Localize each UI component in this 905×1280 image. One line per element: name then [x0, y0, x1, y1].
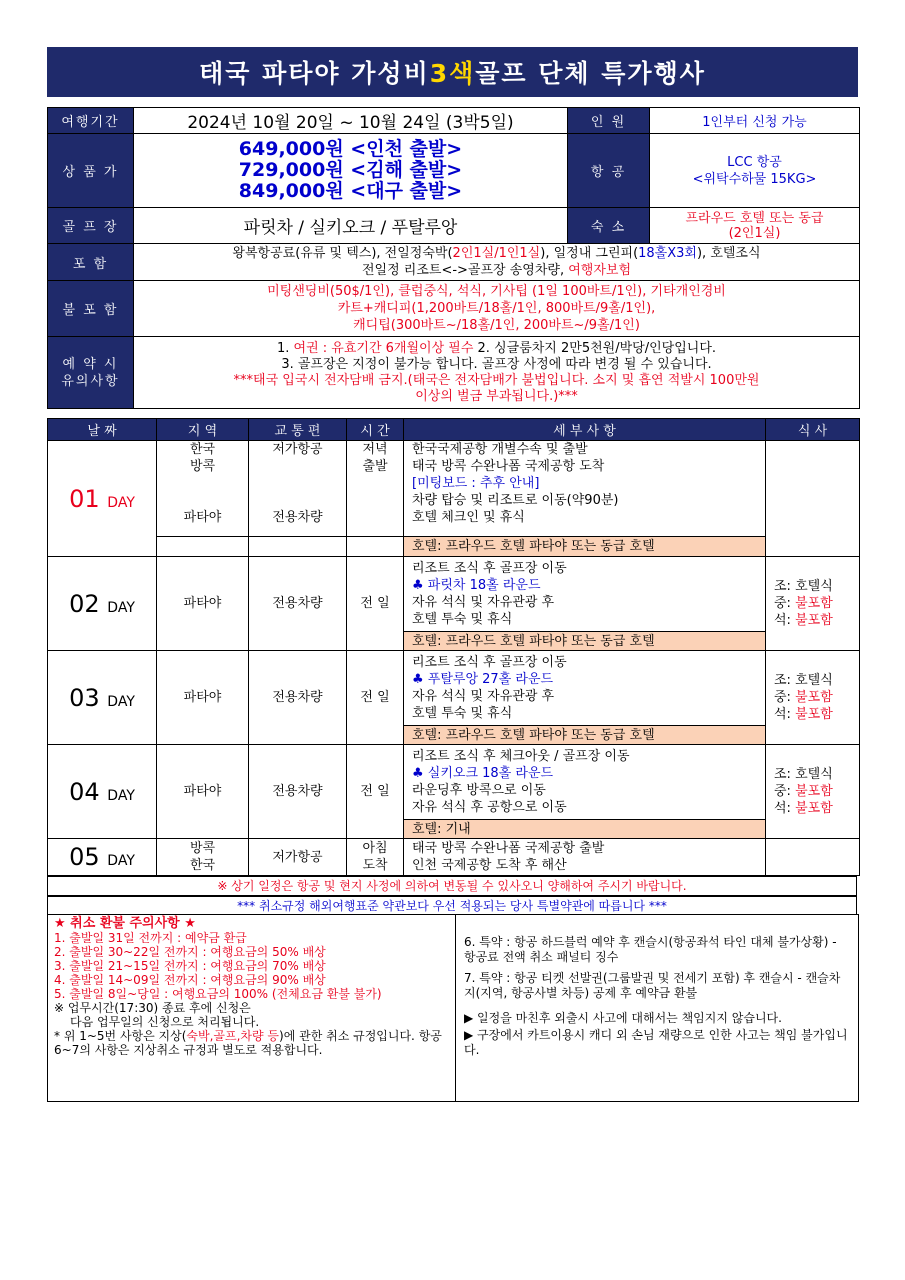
header-region: 지 역 [157, 419, 249, 441]
exclude-label: 불 포 함 [48, 281, 134, 337]
meal-label: 석: [774, 613, 796, 628]
include-text: ), 호텔조식 [696, 246, 761, 261]
detail-line: 차량 탑승 및 리조트로 이동(약90분) [412, 493, 619, 508]
meal-breakfast: 호텔식 [795, 767, 833, 782]
caution-label-line: 예 약 시 [62, 356, 119, 372]
region: 방콕 [189, 841, 216, 856]
air-line: LCC 항공 [727, 154, 782, 170]
details-cell [404, 557, 766, 632]
baggage-line: <위탁수하물 15KG> [692, 171, 817, 187]
time: 전 일 [347, 651, 404, 745]
caution-value [134, 337, 860, 409]
schedule-notice: ※ 상기 일정은 항공 및 현지 사정에 의하여 변동될 수 있사오니 양해하여 주시기 바랍니다. [47, 876, 857, 896]
empty-cell [249, 537, 347, 557]
meal-dinner: 불포함 [795, 613, 833, 628]
region-cell [157, 441, 249, 537]
day-number: 03 [69, 683, 100, 712]
details-cell [404, 441, 766, 537]
transport-cell [249, 441, 347, 537]
meal-dinner: 불포함 [795, 801, 833, 816]
detail-line: 인천 국제공항 도착 후 해산 [412, 858, 567, 873]
hotel-line: 호텔: 기내 [404, 820, 766, 839]
stay-label: 숙 소 [568, 208, 650, 244]
meal-cell [766, 651, 860, 745]
air-label: 항 공 [568, 134, 650, 208]
price-daegu: 849,000원 <대구 출발> [238, 180, 463, 202]
cancel-right [456, 915, 858, 1101]
price-incheon: 649,000원 <인천 출발> [238, 138, 463, 160]
time: 도착 [362, 858, 388, 873]
caution-text: 2. 싱글룸차지 2만5천원/박당/인당입니다. [473, 340, 717, 356]
transport: 저가항공 [249, 839, 347, 876]
region: 파타야 [157, 745, 249, 839]
air-value [650, 134, 860, 208]
office-hours: 다음 업무일의 신청으로 처리됩니다. [70, 1015, 260, 1029]
hotel-line: 호텔: 프라우드 호텔 파타야 또는 동급 호텔 [404, 726, 766, 745]
header-time: 시 간 [347, 419, 404, 441]
price-list [134, 134, 568, 208]
exclude-line: 미팅샌딩비(50$/1인), 클럽중식, 석식, 기사팁 (1일 100바트/1인), 기타개인경비 [267, 284, 726, 299]
hotel-line: 호텔: 프라우드 호텔 파타야 또는 동급 호텔 [404, 537, 766, 557]
transport: 저가항공 [272, 442, 323, 457]
transport: 전용차량 [249, 557, 347, 651]
detail-line: 호텔 투숙 및 휴식 [412, 706, 513, 721]
cancel-item: 5. 출발일 8일~당일 : 여행요금의 100% (전체요금 환불 불가) [54, 987, 382, 1001]
detail-line: 호텔 체크인 및 휴식 [412, 510, 525, 525]
hotel-line: 호텔: 프라우드 호텔 파타야 또는 동급 호텔 [404, 632, 766, 651]
caution-ecig: 이상의 벌금 부과됩니다.)*** [415, 388, 578, 404]
time: 출발 [362, 459, 388, 474]
day-label [48, 745, 157, 839]
title-text-end: 골프 단체 특가행사 [475, 59, 706, 88]
meal-label: 석: [774, 707, 796, 722]
meal-label: 중: [774, 784, 796, 799]
day-number: 02 [69, 589, 100, 618]
day-label [48, 839, 157, 876]
special-rule: 6. 특약 : 항공 하드블럭 예약 후 캔슬시(항공좌석 타인 대체 불가상황) - 항공료 전액 취소 패널티 징수 [464, 935, 837, 964]
region-cell [157, 839, 249, 876]
transport: 전용차량 [272, 510, 323, 525]
info-table [47, 107, 860, 409]
include-label: 포 함 [48, 244, 134, 281]
day-number: 01 [69, 484, 100, 513]
schedule-table [47, 418, 860, 876]
exclude-line: 카트+캐디피(1,200바트/18홀/1인, 800바트/9홀/1인), [337, 301, 656, 316]
page-title [47, 47, 858, 97]
cancel-item: 4. 출발일 14~09일 전까지 : 여행요금의 90% 배상 [54, 973, 326, 987]
meal-label: 석: [774, 801, 796, 816]
cancel-title: ★ 취소 환불 주의사항 ★ [54, 916, 196, 931]
exclude-line: 캐디팁(300바트~/18홀/1인, 200바트~/9홀/1인) [353, 318, 640, 333]
period-label: 여행기간 [48, 108, 134, 134]
time: 저녁 [362, 442, 388, 457]
price-label: 상 품 가 [48, 134, 134, 208]
meal-label: 중: [774, 596, 796, 611]
detail-line: 리조트 조식 후 체크아웃 / 골프장 이동 [412, 749, 630, 764]
detail-line: 라운딩후 방콕으로 이동 [412, 783, 546, 798]
title-text: 태국 파타야 가성비 [199, 59, 430, 88]
header-meals: 식 사 [766, 419, 860, 441]
caution-ecig: ***태국 입국시 전자담배 금지.(태국은 전자담배가 불법입니다. 소지 및 흡연 적발시 100만원 [233, 372, 760, 388]
meal-dinner: 불포함 [795, 707, 833, 722]
meal-cell [766, 745, 860, 839]
detail-line: 리조트 조식 후 골프장 이동 [412, 561, 567, 576]
detail-line: 자유 석식 및 자유관광 후 [412, 689, 555, 704]
cancel-item: 3. 출발일 21~15일 전까지 : 여행요금의 70% 배상 [54, 959, 326, 973]
meal-cell [766, 441, 860, 557]
cancel-section [47, 914, 859, 1102]
people-label: 인 원 [568, 108, 650, 134]
detail-line: 리조트 조식 후 골프장 이동 [412, 655, 567, 670]
cancel-left [48, 915, 456, 1101]
cancel-item: 2. 출발일 30~22일 전까지 : 여행요금의 50% 배상 [54, 945, 326, 959]
meal-label: 조: [774, 673, 796, 688]
golf-label: 골 프 장 [48, 208, 134, 244]
region: 한국 [189, 858, 216, 873]
special-rule: 7. 특약 : 항공 티켓 선발권(그룹발권 및 전세기 포함) 후 캔슬시 - 캔슬차지(지역, 항공사별 차등) 공제 후 예약금 환불 [464, 971, 841, 1000]
caution-label [48, 337, 134, 409]
empty-cell [157, 537, 249, 557]
caution-text: 1. [276, 340, 294, 356]
office-hours: ※ 업무시간(17:30) 종료 후에 신청은 [54, 1001, 251, 1015]
include-insurance: 여행자보험 [568, 263, 632, 278]
golf-round: ♣ 푸탈루앙 27홀 라운드 [412, 672, 554, 687]
caution-label-line: 유의사항 [61, 373, 120, 389]
day-unit: DAY [107, 787, 135, 804]
region: 파타야 [157, 557, 249, 651]
meal-label: 조: [774, 767, 796, 782]
time: 전 일 [347, 557, 404, 651]
day-label [48, 557, 157, 651]
meal-lunch: 불포함 [795, 784, 833, 799]
include-greenfee: 18홀X3회 [638, 246, 697, 261]
rule-highlight: 숙박,골프,차량 등 [186, 1029, 280, 1043]
header-details: 세 부 사 항 [404, 419, 766, 441]
day-unit: DAY [107, 853, 135, 869]
stay-line: 프라우드 호텔 또는 동급 [685, 210, 824, 226]
meal-label: 중: [774, 690, 796, 705]
day-unit: DAY [107, 599, 135, 616]
include-text: ), 일정내 그린피( [540, 246, 639, 261]
time-cell [347, 839, 404, 876]
details-cell [404, 651, 766, 726]
day-label [48, 441, 157, 557]
detail-line: 호텔 투숙 및 휴식 [412, 612, 513, 627]
people-value: 1인부터 신청 가능 [650, 108, 860, 134]
empty-cell [347, 537, 404, 557]
day-unit: DAY [107, 494, 135, 511]
rule-note [54, 1029, 449, 1057]
detail-line: 자유 석식 후 공항으로 이동 [412, 800, 567, 815]
time: 아침 [362, 841, 388, 856]
details-cell [404, 745, 766, 820]
liability-note: ▶ 일정을 마친후 외출시 사고에 대해서는 책임지지 않습니다. [464, 1011, 782, 1025]
price-gimhae: 729,000원 <김해 출발> [238, 159, 463, 181]
golf-round: ♣ 파릿차 18홀 라운드 [412, 578, 541, 593]
day-label [48, 651, 157, 745]
details-cell [404, 839, 766, 876]
include-text: 전일정 리조트<->골프장 송영차량, [361, 263, 569, 278]
meal-lunch: 불포함 [795, 596, 833, 611]
detail-line: 한국국제공항 개별수속 및 출발 [412, 442, 588, 457]
time: 전 일 [347, 745, 404, 839]
golf-value: 파릿차 / 실키오크 / 푸탈루앙 [134, 208, 568, 244]
meal-breakfast: 호텔식 [795, 579, 833, 594]
period-value: 2024년 10월 20일 ~ 10월 24일 (3박5일) [134, 108, 568, 134]
include-value [134, 244, 860, 281]
day-number: 04 [69, 777, 100, 806]
cancel-rule-notice: *** 취소규정 해외여행표준 약관보다 우선 적용되는 당사 특별약관에 따릅니다 *** [47, 896, 857, 915]
meal-cell [766, 839, 860, 876]
title-highlight: 3색 [429, 59, 476, 88]
include-text: 왕복항공료(유류 및 텍스), 전일정숙박( [232, 246, 453, 261]
region: 파타야 [157, 651, 249, 745]
stay-room: (2인1실) [728, 225, 781, 241]
day-number: 05 [69, 843, 100, 871]
include-room: 2인1실/1인1실 [452, 246, 541, 261]
liability-note: ▶ 구장에서 카트이용시 캐디 외 손님 재량으로 인한 사고는 책임 불가입니다. [464, 1028, 848, 1057]
cancel-item: 1. 출발일 31일 전까지 : 예약금 환급 [54, 931, 247, 945]
meal-cell [766, 557, 860, 651]
meal-label: 조: [774, 579, 796, 594]
detail-line: 태국 방콕 수완나폼 국제공항 도착 [412, 459, 605, 474]
header-date: 날 짜 [48, 419, 157, 441]
caution-passport: 여권 : 유효기간 6개월이상 필수 [293, 340, 474, 356]
detail-line: 태국 방콕 수완나폼 국제공항 출발 [412, 841, 605, 856]
detail-line: 자유 석식 및 자유관광 후 [412, 595, 555, 610]
rule-text: * 위 1~5번 사항은 지상( [54, 1029, 187, 1043]
region: 한국 [189, 442, 216, 457]
rule-text: )에 관한 취소 규정입니다. 항공 6~7의 사항은 지상취소 규정과 별도로 적용합니다. [54, 1029, 442, 1057]
day-unit: DAY [107, 693, 135, 710]
exclude-value [134, 281, 860, 337]
meal-lunch: 불포함 [795, 690, 833, 705]
meal-breakfast: 호텔식 [795, 673, 833, 688]
golf-round: ♣ 실키오크 18홀 라운드 [412, 766, 554, 781]
transport: 전용차량 [249, 651, 347, 745]
transport: 전용차량 [249, 745, 347, 839]
header-transport: 교 통 편 [249, 419, 347, 441]
time-cell [347, 441, 404, 537]
caution-line: 3. 골프장은 지정이 불가능 합니다. 골프장 사정에 따라 변경 될 수 있습니다. [281, 356, 712, 372]
region: 파타야 [183, 510, 222, 525]
meeting-board: [미팅보드 : 추후 안내] [412, 476, 540, 491]
region: 방콕 [189, 459, 216, 474]
stay-value [650, 208, 860, 244]
